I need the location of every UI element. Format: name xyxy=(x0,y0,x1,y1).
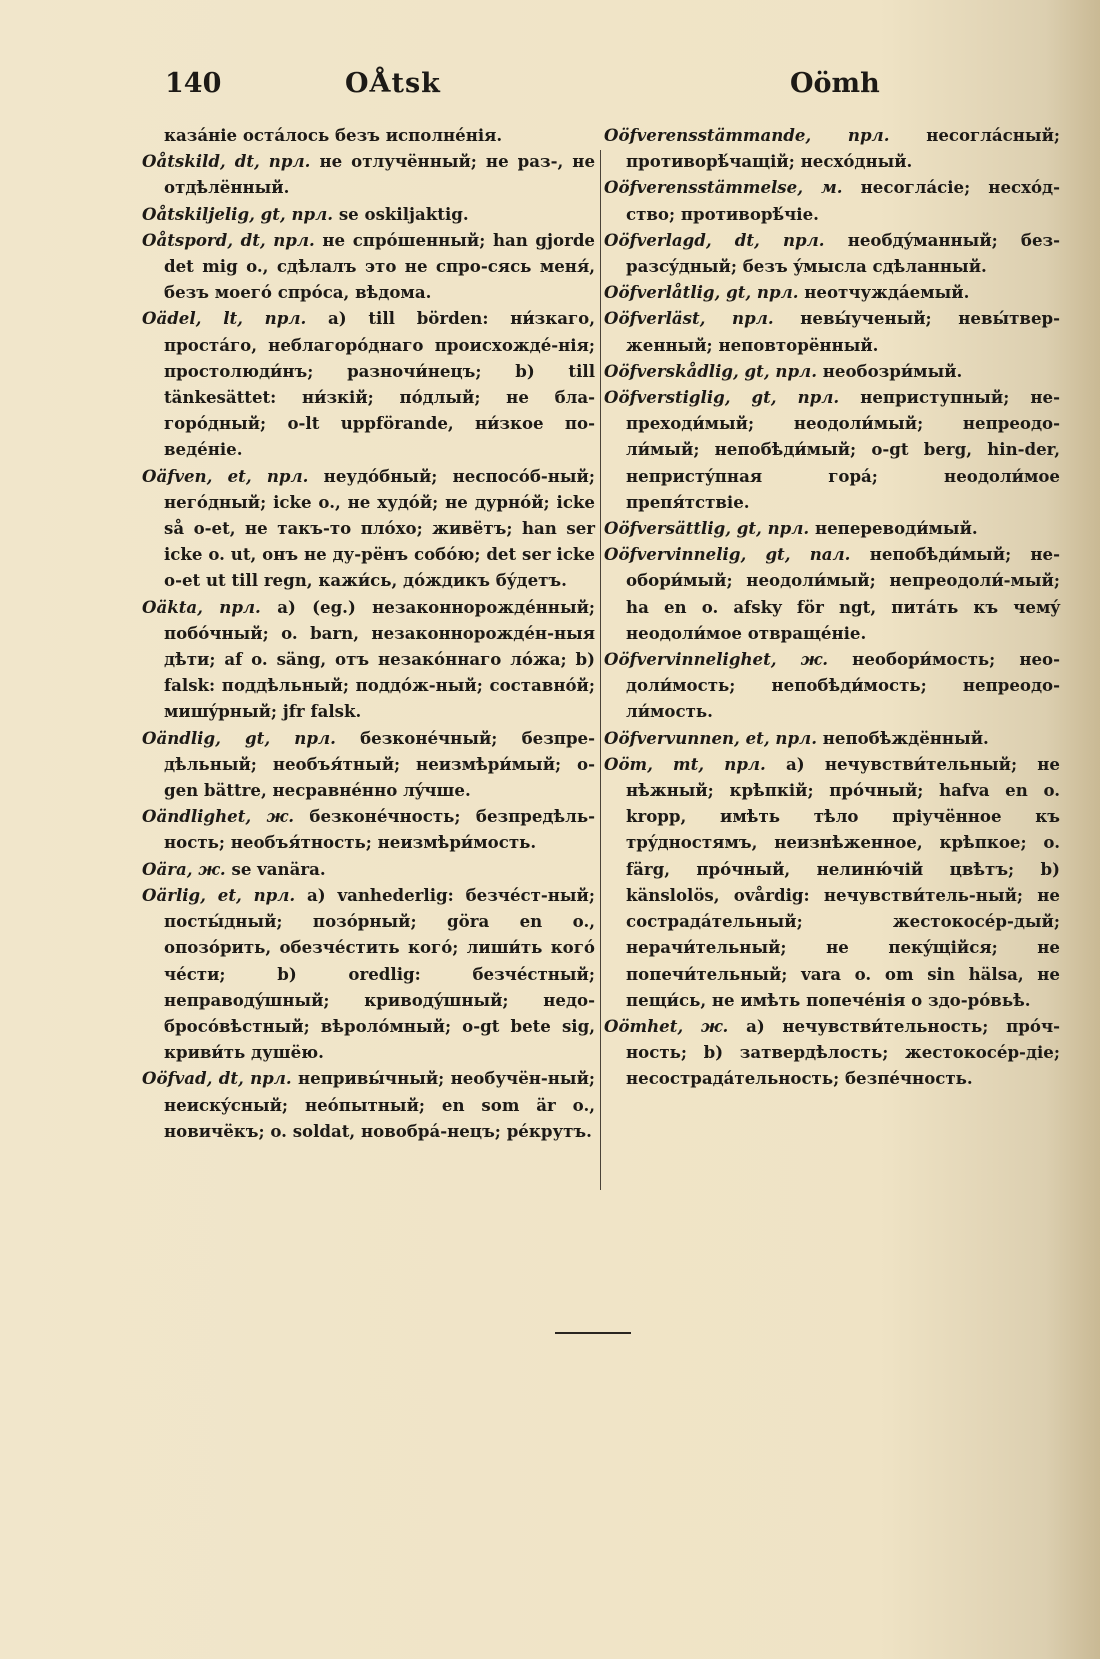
entry-headword: Oöfverensstämmelse, м. xyxy=(604,177,843,198)
entry-definition: безконéчность; безпредѣль-ность; необъя́тность; неизмѣри́мость. xyxy=(164,806,596,853)
dictionary-entry xyxy=(142,856,595,882)
entry-headword: Oändlighet, ж. xyxy=(142,806,294,827)
dictionary-entry xyxy=(604,1013,1060,1092)
dictionary-entry xyxy=(142,227,595,306)
dictionary-entry xyxy=(604,305,1060,357)
entry-definition: не отлучённый; не раз-, не отдѣлённый. xyxy=(164,151,596,198)
dictionary-entry xyxy=(604,174,1060,226)
dictionary-entry xyxy=(142,148,595,200)
left-guide-word: OÅtsk xyxy=(345,68,441,99)
entry-definition: безконéчный; безпре-дѣльный; необъя́тный; неизмѣри́мый; o-gen bättre, несравнéнно лýчше. xyxy=(164,727,595,801)
entry-definition: a) нечувстви́тельный; не нѣжный; крѣпкій; прóчный; hafva en o. kropp, имѣть тѣло пріучённое къ трýдностямъ, неизнѣженное, крѣпкое; o. färg, прóчный, нелиню́чій цвѣтъ; b) känslolös, ovårdig: нечувстви́тель-ный; не сострадáтельный; жестокосéр-дый; нерачи́тельный; не пекýщійся; не попечи́тельный; vara o. om sin hälsa, не пещи́сь, не имѣть попечéнія о здо-рóвьѣ. xyxy=(626,753,1060,1010)
entry-definition: непобѣди́мый; не-обори́мый; неодоли́мый; непреодоли́-мый; ha en o. afsky för ngt, питáть къ чемý неодоли́мое отвращéніе. xyxy=(626,544,1061,643)
entry-definition: непереводи́мый. xyxy=(814,518,978,539)
entry-definition: невы́ученый; невы́твер-женный; неповторённый. xyxy=(626,308,1060,355)
entry-definition: a) vanhederlig: безчéст-ный; посты́дный; позóрный; göra en o., опозóрить, обезчéстить когó; лиши́ть когó чéсти; b) oredlig: безчéстный; неправодýшный; криводýшный; недо-бросóвѣстный; вѣролóмный; o-gt bete sig, криви́ть душёю. xyxy=(164,884,595,1063)
entry-headword: Oära, ж. xyxy=(142,858,226,879)
entry-headword: Oöfverskådlig, gt, прл. xyxy=(604,360,817,381)
entry-headword: Oöm, mt, прл. xyxy=(604,753,766,774)
dictionary-entry xyxy=(142,882,595,1065)
entry-definition: необори́мость; нео-доли́мость; непобѣди́мость; непреодо-ли́мость. xyxy=(626,649,1061,722)
entry-definition: казáніе остáлось безъ исполнéнія. xyxy=(164,125,503,145)
dictionary-entry xyxy=(604,279,1060,305)
page-number: 140 xyxy=(165,68,222,99)
entry-headword: Oärlig, et, прл. xyxy=(142,884,296,905)
entry-headword: Oåtskild, dt, прл. xyxy=(142,151,311,172)
entry-headword: Oöfverensstämmande, прл. xyxy=(604,125,890,145)
entry-headword: Oöfverlagd, dt, прл. xyxy=(604,229,825,250)
bottom-rule xyxy=(555,1332,631,1334)
entry-headword: Oöfverstiglig, gt, прл. xyxy=(604,387,840,408)
entry-headword: Oåtspord, dt, прл. xyxy=(142,229,315,250)
dictionary-entry xyxy=(604,358,1060,384)
entry-headword: Oåtskiljelig, gt, прл. xyxy=(142,203,334,224)
entry-headword: Oäfven, et, прл. xyxy=(142,465,309,486)
entry-definition: a) (eg.) незаконнорождéнный; побóчный; o. barn, незаконнорождéн-ныя дѣти; af o. säng, отъ незакóннаго лóжа; b) falsk: поддѣльный; поддóж-ный; составнóй; мишýрный; jfr falsk. xyxy=(164,596,596,722)
entry-definition: неудóбный; неспосóб-ный; негóдный; icke o., не худóй; не дурнóй; icke så o-et, не такъ-то плóхо; живётъ; han ser icke o. ut, онъ не ду-рёнъ собóю; det ser icke o-et ut till regn, кажи́сь, дóждикъ бýдетъ. xyxy=(164,465,595,591)
entry-definition: непривы́чный; необучён-ный; неискýсный; неóпытный; en som är o., новичёкъ; o. soldat, новобрá-нецъ; рéкрутъ. xyxy=(164,1068,595,1141)
entry-definition: a) till börden: ни́зкаго, простáго, неблагорóднаго происхождé-нія; простолюди́нъ; разночи́нецъ; b) till tänkesättet: ни́зкій; пóдлый; не бла-горóдный; o-lt uppförande, ни́зкое по-ведéніе. xyxy=(164,308,595,460)
dictionary-entry xyxy=(142,305,595,462)
dictionary-entry xyxy=(142,463,595,594)
page-header xyxy=(0,68,1100,108)
entry-headword: Oöfversättlig, gt, прл. xyxy=(604,518,810,539)
entry-headword: Oöfvervinnelighet, ж. xyxy=(604,649,829,670)
dictionary-entry xyxy=(604,751,1060,1013)
entry-definition: a) нечувстви́тельность; прóч-ность; b) затвердѣлость; жестокосéр-діе; несострадáтельность; безпéчность. xyxy=(626,1015,1060,1089)
right-column xyxy=(604,122,1060,1092)
entry-headword: Oädel, lt, прл. xyxy=(142,308,307,329)
dictionary-entry xyxy=(604,227,1060,279)
entry-definition: неприступный; не-преходи́мый; неодоли́мый; непреодо-ли́мый; непобѣди́мый; o-gt berg, hin-der, непристýпная горá; неодоли́мое препя́тствіе. xyxy=(626,387,1060,512)
entry-headword: Oöfvervunnen, et, прл. xyxy=(604,727,817,748)
dictionary-entry xyxy=(142,1065,595,1144)
dictionary-entry xyxy=(604,725,1060,751)
entry-headword: Oöfverläst, прл. xyxy=(604,308,774,329)
right-guide-word: Oömh xyxy=(790,68,880,99)
entry-headword: Oändlig, gt, прл. xyxy=(142,727,336,748)
entry-headword: Oöfverlåtlig, gt, прл. xyxy=(604,282,799,303)
entry-headword: Oöfvervinnelig, gt, пал. xyxy=(604,544,851,565)
dictionary-entry xyxy=(142,122,595,148)
dictionary-entry xyxy=(604,515,1060,541)
entry-definition: необдýманный; без-разсýдный; безъ ýмысла сдѣланный. xyxy=(626,229,1060,277)
entry-headword: Oöfvad, dt, прл. xyxy=(142,1068,292,1089)
entry-definition: se oskiljaktig. xyxy=(338,203,469,224)
column-divider xyxy=(600,150,601,1190)
dictionary-entry xyxy=(604,122,1060,174)
entry-definition: непобѣждённый. xyxy=(822,727,989,748)
entry-headword: Oömhet, ж. xyxy=(604,1015,729,1036)
dictionary-entry xyxy=(604,541,1060,646)
dictionary-entry xyxy=(142,725,595,804)
entry-definition: неотчуждáемый. xyxy=(804,282,970,303)
entry-definition: se vanära. xyxy=(231,858,326,879)
dictionary-entry xyxy=(142,803,595,855)
entry-definition: необозри́мый. xyxy=(822,360,963,381)
dictionary-entry xyxy=(604,384,1060,515)
dictionary-entry xyxy=(604,646,1060,725)
entry-headword: Oäkta, прл. xyxy=(142,596,261,617)
entry-definition: не спрóшенный; han gjorde det mig o., сдѣлалъ это не спро-сясь меня́, безъ моегó спрóса, вѣдома. xyxy=(164,229,595,303)
entry-definition: несоглáсіе; несхóд-ство; противорѣ́чіе. xyxy=(626,177,1061,224)
entry-definition: несоглáсный; противорѣ́чащій; несхóдный. xyxy=(626,125,1060,172)
dictionary-entry xyxy=(142,201,595,227)
dictionary-entry xyxy=(142,594,595,725)
left-column xyxy=(142,122,595,1144)
